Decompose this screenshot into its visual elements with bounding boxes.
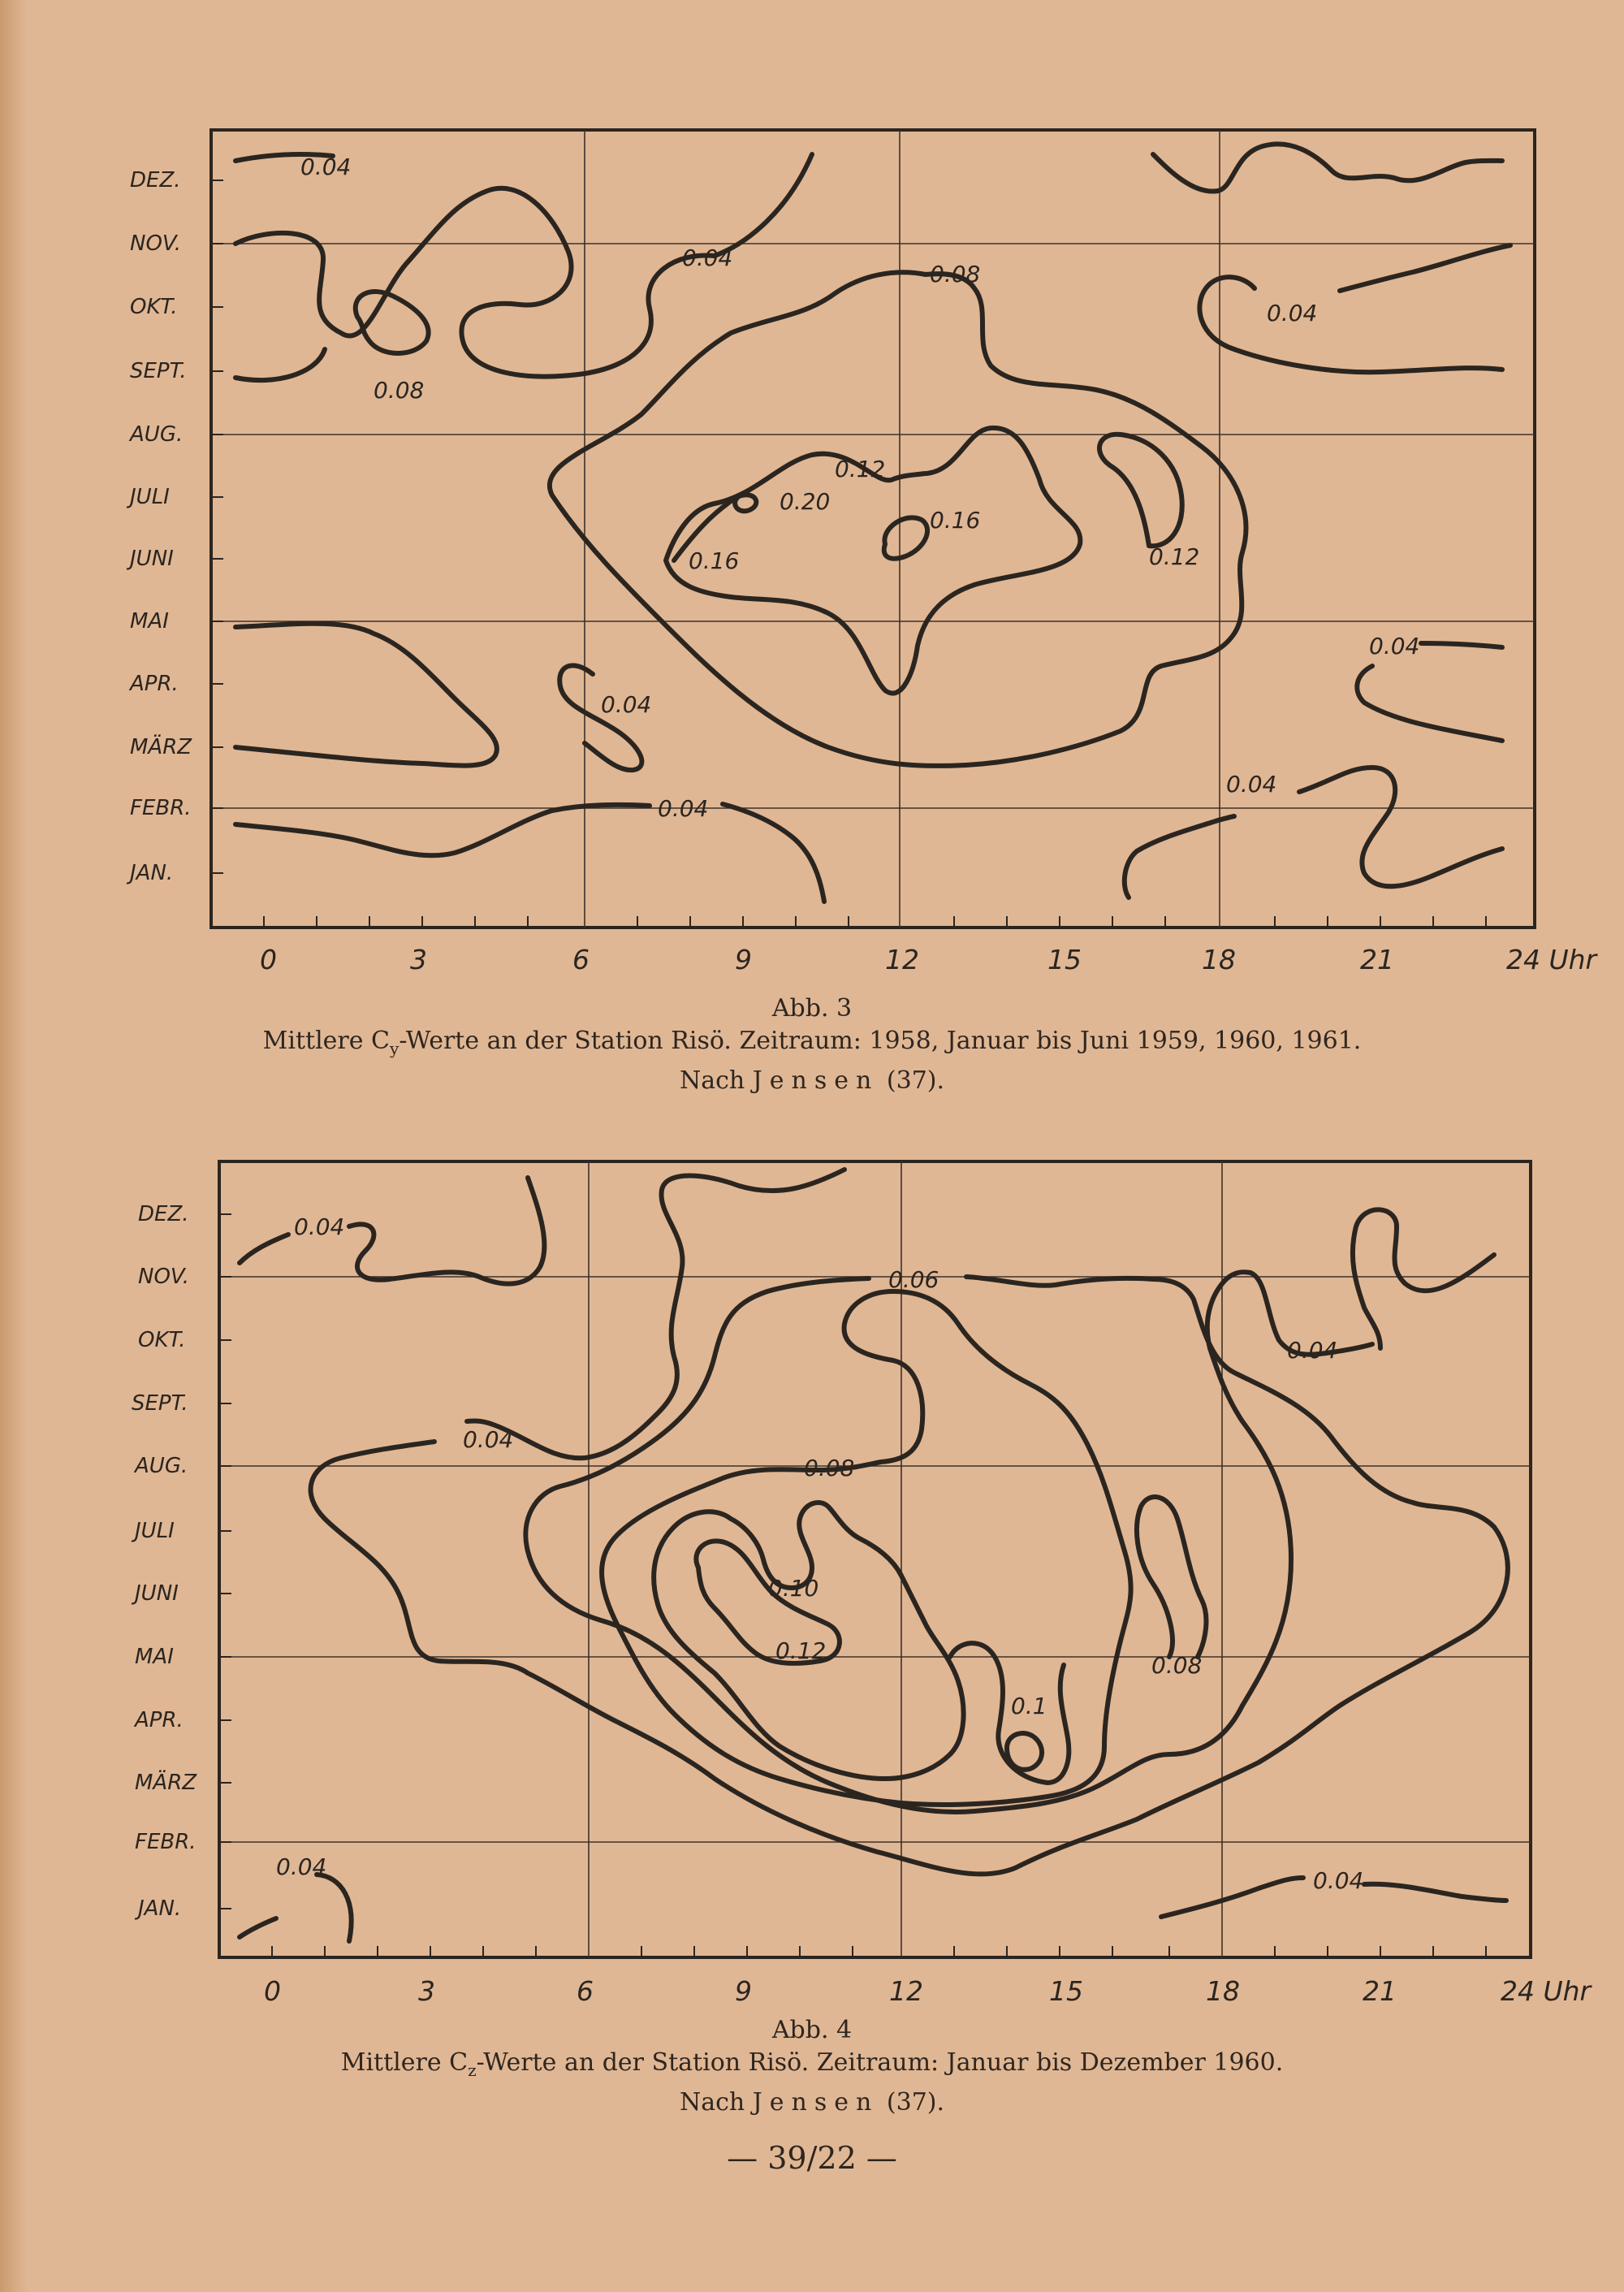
hour-label: 0 bbox=[260, 944, 277, 975]
month-label: DEZ. bbox=[130, 168, 181, 192]
contour-line bbox=[235, 805, 650, 855]
hour-label: 9 bbox=[735, 944, 752, 975]
contour-label: 0.04 bbox=[601, 691, 652, 718]
month-label: JUNI bbox=[135, 1581, 179, 1606]
hour-label: 21 bbox=[1363, 1975, 1397, 2006]
caption-line-2: Nach Jensen (37). bbox=[679, 2088, 945, 2117]
hour-label: 9 bbox=[735, 1975, 752, 2006]
contour-line bbox=[602, 1291, 1131, 1805]
contour-label: 0.04 bbox=[294, 1213, 345, 1240]
contour-line bbox=[735, 495, 756, 511]
hour-label: 24 Uhr bbox=[1501, 1975, 1592, 2006]
contour-label: 0.04 bbox=[1313, 1867, 1364, 1894]
contour-labels bbox=[300, 154, 1419, 822]
month-label: JAN. bbox=[130, 861, 174, 885]
contour-line bbox=[715, 154, 812, 256]
contour-label: 0.1 bbox=[1011, 1693, 1047, 1719]
month-label: SEPT. bbox=[130, 359, 187, 383]
hour-label: 6 bbox=[577, 1975, 594, 2006]
hour-label: 6 bbox=[572, 944, 590, 975]
hour-label: 18 bbox=[1206, 1975, 1240, 2006]
contour-line bbox=[467, 1170, 844, 1458]
y-ticks bbox=[219, 1214, 231, 1909]
caption-line-1: Mittlere $C_y$-Werte an der Station Risö. Zeitraum: 1958, Januar bis Juni 1959, 1960, 1961. bbox=[262, 1027, 1362, 1058]
contour-label: 0.04 bbox=[1287, 1337, 1338, 1364]
contour-line bbox=[235, 188, 715, 377]
contour-label: 0.16 bbox=[930, 507, 981, 534]
contour-label: 0.04 bbox=[682, 244, 733, 271]
figure-label: Abb. 4 bbox=[771, 2016, 853, 2044]
contour-line bbox=[1340, 245, 1510, 291]
contour-line bbox=[1199, 277, 1502, 372]
month-label: SEPT. bbox=[132, 1391, 188, 1416]
hour-label: 12 bbox=[885, 944, 919, 975]
x-axis-labels bbox=[260, 944, 1599, 975]
plot-area bbox=[211, 130, 1535, 928]
contour-label: 0.08 bbox=[1151, 1652, 1203, 1679]
contour-label: 0.04 bbox=[1369, 633, 1420, 659]
month-label: OKT. bbox=[130, 295, 178, 319]
gridlines bbox=[211, 130, 1535, 928]
month-label: DEZ. bbox=[138, 1202, 189, 1226]
contour-label: 0.16 bbox=[689, 547, 740, 574]
month-label: MÄRZ bbox=[130, 735, 192, 759]
hour-label: 15 bbox=[1049, 1975, 1083, 2006]
contour-line bbox=[317, 1875, 352, 1941]
x-ticks bbox=[272, 1946, 1486, 1957]
contour-label: 0.12 bbox=[1149, 543, 1200, 570]
hour-label: 3 bbox=[410, 944, 427, 975]
contour-line bbox=[1137, 1497, 1206, 1657]
contours bbox=[235, 144, 1510, 902]
contour-line bbox=[1299, 768, 1502, 886]
caption-line-2: Nach Jensen (37). bbox=[679, 1066, 945, 1095]
hour-label: 21 bbox=[1360, 944, 1394, 975]
hour-label: 3 bbox=[418, 1975, 435, 2006]
month-label: MAI bbox=[130, 609, 169, 634]
contour-line bbox=[1357, 666, 1502, 741]
contour-line bbox=[235, 349, 325, 380]
hour-label: 24 Uhr bbox=[1506, 944, 1597, 975]
contour-line bbox=[240, 1235, 288, 1263]
gridlines bbox=[219, 1161, 1531, 1957]
contour-line bbox=[1125, 816, 1234, 897]
contour-label: 0.08 bbox=[804, 1455, 855, 1481]
contour-line bbox=[349, 1178, 544, 1284]
caption-line-1: Mittlere $C_z$-Werte an der Station Risö. Zeitraum: Januar bis Dezember 1960. bbox=[340, 2048, 1284, 2080]
month-label: FEBR. bbox=[130, 796, 192, 820]
month-label: APR. bbox=[135, 1708, 184, 1732]
month-label: OKT. bbox=[138, 1328, 186, 1352]
plot-frame bbox=[219, 1161, 1531, 1957]
contour-line bbox=[1007, 1733, 1042, 1770]
contour-label: 0.12 bbox=[835, 456, 886, 482]
contour-line bbox=[1353, 1209, 1397, 1348]
chart-abb3 bbox=[0, 106, 1624, 975]
figure-caption-abb4 bbox=[0, 2014, 1624, 2119]
contour-label: 0.04 bbox=[463, 1426, 514, 1453]
contour-line bbox=[1099, 435, 1182, 546]
month-label: NOV. bbox=[130, 231, 181, 256]
contour-label: 0.04 bbox=[658, 795, 709, 822]
contour-line bbox=[723, 804, 824, 902]
month-label: FEBR. bbox=[135, 1830, 197, 1854]
contour-line bbox=[1153, 144, 1502, 191]
contour-label: 0.06 bbox=[888, 1266, 939, 1293]
contour-line bbox=[235, 624, 497, 766]
month-label: AUG. bbox=[135, 1454, 188, 1478]
contour-label: 0.04 bbox=[276, 1853, 327, 1880]
contour-line bbox=[1364, 1884, 1506, 1901]
y-axis-labels bbox=[131, 1202, 197, 1921]
hour-label: 12 bbox=[889, 1975, 923, 2006]
month-label: JAN. bbox=[138, 1896, 182, 1921]
hour-label: 15 bbox=[1047, 944, 1082, 975]
contour-label: 0.20 bbox=[780, 488, 831, 515]
month-label: JUNI bbox=[130, 547, 174, 571]
contour-label: 0.12 bbox=[775, 1637, 827, 1664]
month-label: NOV. bbox=[138, 1265, 189, 1289]
month-label: MÄRZ bbox=[135, 1771, 197, 1795]
contour-label: 0.08 bbox=[374, 377, 425, 404]
x-axis-labels bbox=[264, 1975, 1593, 2006]
contour-label: 0.04 bbox=[300, 154, 352, 180]
y-ticks bbox=[211, 180, 223, 873]
plot-area bbox=[219, 1161, 1531, 1957]
figure-caption-abb3 bbox=[0, 992, 1624, 1097]
contour-line bbox=[884, 517, 927, 558]
x-ticks bbox=[264, 916, 1486, 928]
hour-label: 0 bbox=[264, 1975, 281, 2006]
figure-label: Abb. 3 bbox=[771, 994, 853, 1023]
contour-label: 0.08 bbox=[930, 261, 981, 288]
contour-line bbox=[1161, 1878, 1303, 1917]
page-number: — 39/22 — bbox=[727, 2140, 897, 2176]
chart-abb4 bbox=[0, 1137, 1624, 2006]
month-label: JULI bbox=[135, 1519, 175, 1543]
contour-line bbox=[240, 1918, 276, 1937]
contours bbox=[240, 1170, 1508, 1941]
month-label: JULI bbox=[130, 485, 170, 509]
contour-label: 0.10 bbox=[768, 1575, 819, 1602]
month-label: MAI bbox=[135, 1645, 174, 1669]
contour-label: 0.04 bbox=[1226, 771, 1277, 798]
month-label: AUG. bbox=[130, 422, 184, 447]
hour-label: 18 bbox=[1202, 944, 1236, 975]
contour-line bbox=[1421, 643, 1502, 647]
month-label: APR. bbox=[130, 672, 179, 696]
y-axis-labels bbox=[126, 168, 192, 885]
contour-line bbox=[1395, 1226, 1495, 1291]
contour-label: 0.04 bbox=[1267, 300, 1318, 327]
